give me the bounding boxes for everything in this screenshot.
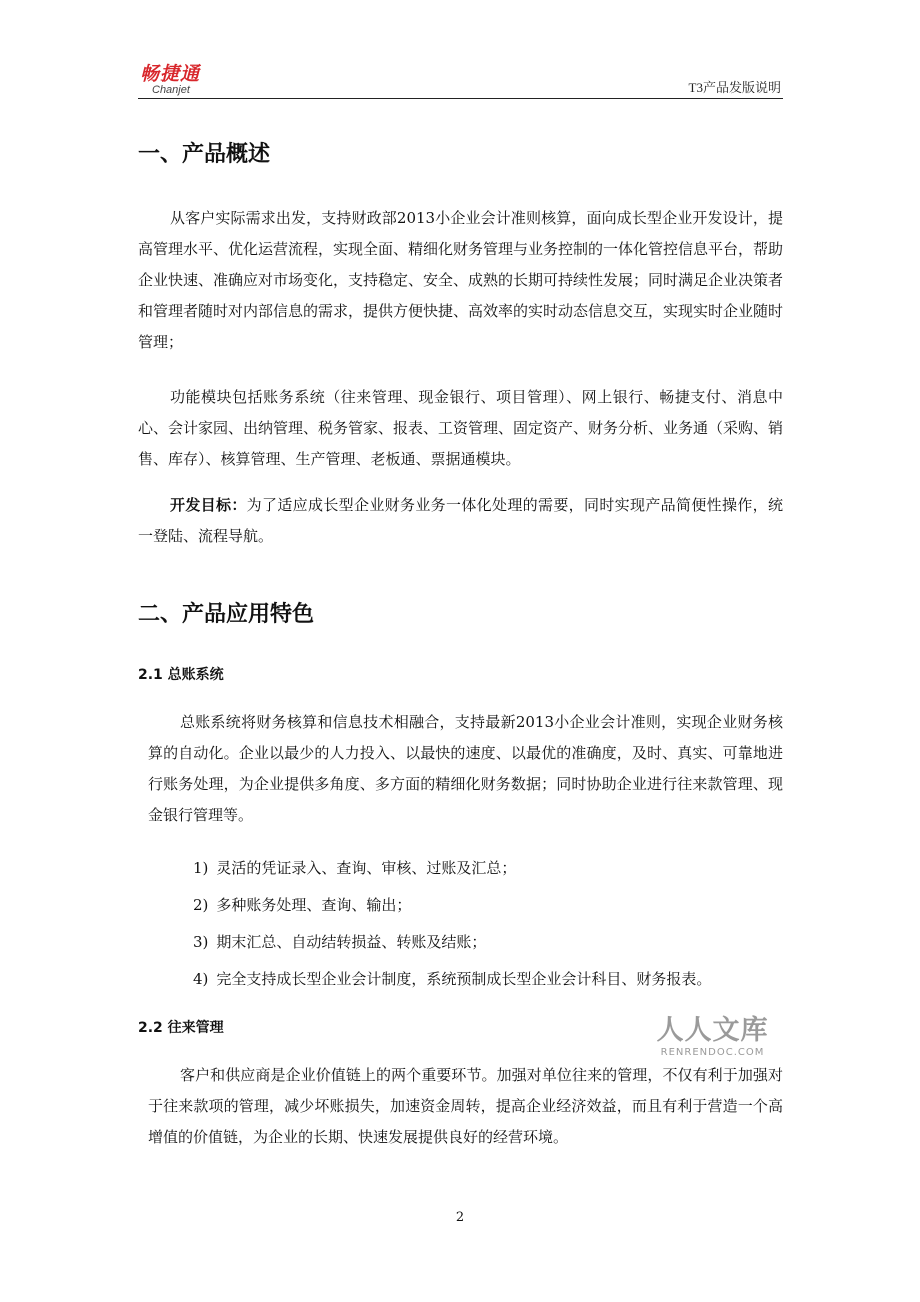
section-1-heading: 一、产品概述 <box>138 142 271 167</box>
general-ledger-feature-list <box>193 858 793 1006</box>
chanjet-logo <box>140 64 200 96</box>
list-item: 2) 多种账务处理、查询、输出； <box>193 896 412 914</box>
watermark-cn-text: 人人文库 <box>656 1015 769 1046</box>
watermark-en-text: RENRENDOC.COM <box>660 1047 765 1058</box>
general-ledger-paragraph: 总账系统将财务核算和信息技术相融合，支持最新2013小企业会计准则，实现企业财务核算的自动化。企业以最少的人力投入、以最快的速度、以最优的准确度，及时、真实、可靠地进行账务处理，为企业提供多角度、多方面的精细化财务数据；同时协助企业进行往来款管理、现金银行管理等。 <box>148 713 783 824</box>
section-2-heading: 二、产品应用特色 <box>138 602 315 627</box>
overview-paragraph-2: 功能模块包括账务系统（往来管理、现金银行、项目管理）、网上银行、畅捷支付、消息中心、会计家园、出纳管理、税务管家、报表、工资管理、固定资产、财务分析、业务通（采购、销售、库存）、核算管理、生产管理、老板通、票据通模块。 <box>138 388 784 468</box>
development-goal-label: 开发目标： <box>170 496 247 514</box>
overview-paragraph-1: 从客户实际需求出发，支持财政部2013小企业会计准则核算，面向成长型企业开发设计，提高管理水平、优化运营流程，实现全面、精细化财务管理与业务控制的一体化管控信息平台，帮助企业快速、准确应对市场变化，支持稳定、安全、成熟的长期可持续性发展；同时满足企业决策者和管理者随时对内部信息的需求，提供方便快捷、高效率的实时动态信息交互，实现实时企业随时管理； <box>138 209 784 351</box>
page-number: 2 <box>455 1210 465 1225</box>
receivables-paragraph: 客户和供应商是企业价值链上的两个重要环节。加强对单位往来的管理，不仅有利于加强对于往来款项的管理，减少坏账损失，加速资金周转，提高企业经济效益，而且有利于营造一个高增值的价值链，为企业的长期、快速发展提供良好的经营环境。 <box>148 1066 783 1146</box>
list-item: 1) 灵活的凭证录入、查询、审核、过账及汇总； <box>193 859 517 877</box>
subsection-2-2-heading: 2.2 往来管理 <box>138 1020 224 1036</box>
renrendoc-watermark <box>650 1016 775 1059</box>
development-goal-text: 为了适应成长型企业财务业务一体化处理的需要，同时实现产品简便性操作，统一登陆、流程导航。 <box>138 496 783 545</box>
list-item: 4) 完全支持成长型企业会计制度，系统预制成长型企业会计科目、财务报表。 <box>193 970 712 988</box>
development-goal-paragraph <box>138 490 783 552</box>
list-item: 3) 期末汇总、自动结转损益、转账及结账； <box>193 933 487 951</box>
document-title: T3产品发版说明 <box>688 80 781 95</box>
logo-cn-text: 畅捷通 <box>140 63 201 85</box>
logo-en-text: Chanjet <box>152 84 190 96</box>
page-header <box>138 60 783 99</box>
subsection-2-1-heading: 2.1 总账系统 <box>138 667 224 683</box>
